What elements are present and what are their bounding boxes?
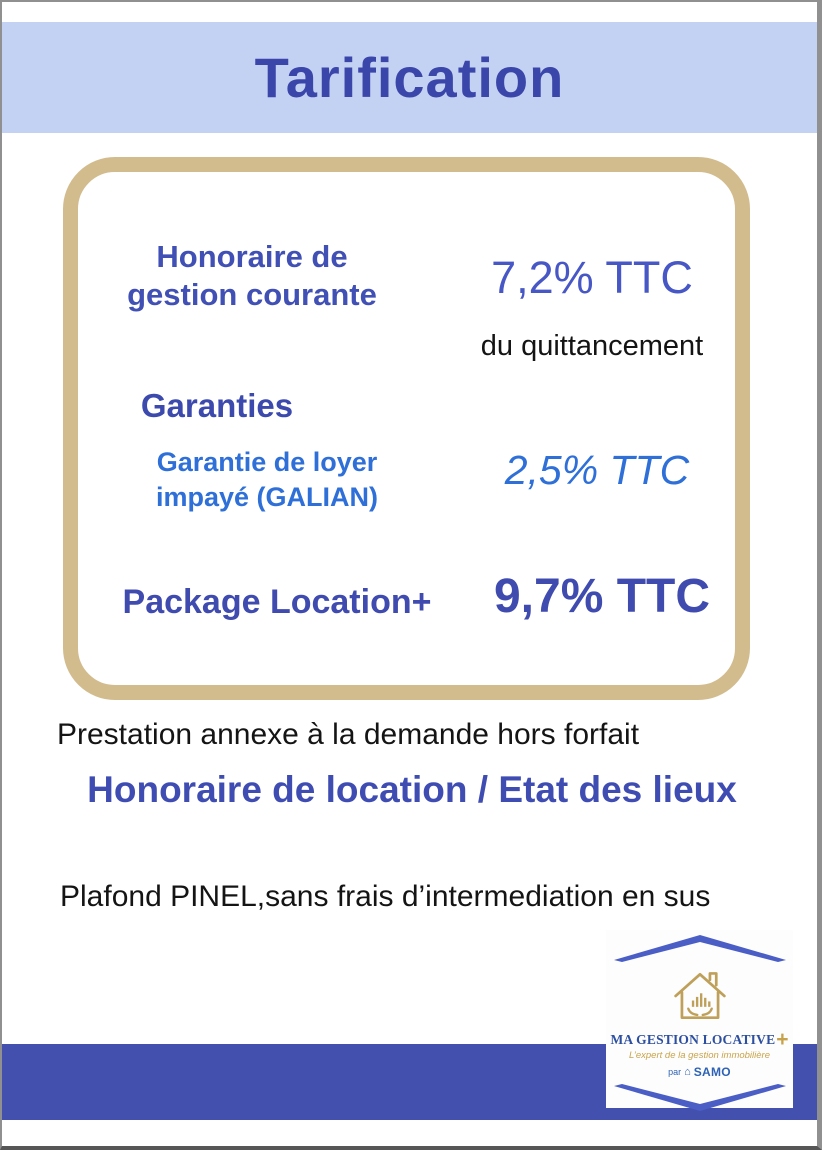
gestion-courante-label: Honoraire de gestion courante — [127, 239, 377, 312]
header-band — [2, 22, 817, 133]
annexe-note: Prestation annexe à la demande hors forfait — [57, 718, 640, 751]
package-location-label: Package Location+ — [122, 583, 432, 621]
location-etat-heading: Honoraire de location / Etat des lieux — [87, 769, 737, 810]
chevron-down-icon — [614, 1083, 786, 1118]
house-hands-icon — [668, 968, 732, 1029]
par-label: par — [668, 1067, 682, 1077]
samo-house-icon: ⌂ — [684, 1066, 691, 1078]
pinel-note: Plafond PINEL,sans frais d’intermediation en sus — [60, 880, 711, 913]
page-title: Tarification — [254, 46, 565, 109]
package-location-value: 9,7% TTC — [493, 570, 711, 623]
gestion-courante-value: 7,2% TTC — [491, 252, 693, 303]
galian-label: Garantie de loyer impayé (GALIAN) — [155, 447, 379, 513]
gestion-courante-note: du quittancement — [480, 330, 704, 362]
brand-name: MA GESTION LOCATIVE — [610, 1032, 776, 1047]
samo-name: SAMO — [693, 1065, 731, 1079]
brand-tagline: L’expert de la gestion immobilière — [629, 1050, 770, 1061]
brand-plus-icon: + — [776, 1028, 789, 1051]
garanties-section-title: Garanties — [140, 387, 294, 424]
company-logo — [606, 930, 793, 1108]
chevron-up-icon — [614, 933, 786, 968]
galian-value: 2,5% TTC — [504, 447, 690, 493]
